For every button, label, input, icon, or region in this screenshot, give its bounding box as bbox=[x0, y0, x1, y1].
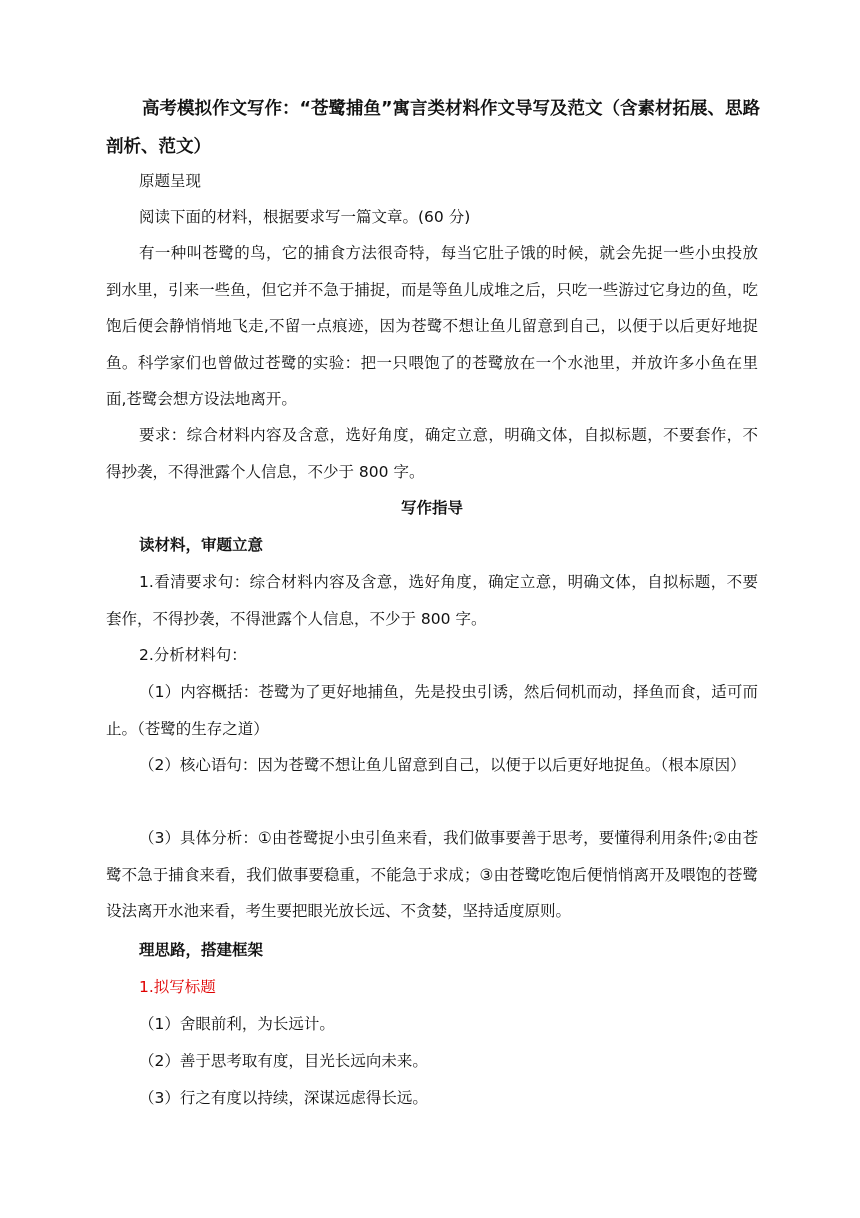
section-heading-framework: 理思路，搭建框架 bbox=[139, 941, 264, 959]
subheading-draft-title: 1.拟写标题 bbox=[139, 978, 216, 996]
sub-point-analysis: （3）具体分析：①由苍鹭捉小虫引鱼来看，我们做事要善于思考，要懂得利用条件;②由苍鹭不急于捕食来看，我们做事要稳重，不能急于求成；③由苍鹭吃饱后便悄悄离开及喂饱的苍鹭设法离开水池来看，考生要把眼光放长远、不贪婪，坚持适度原则。 bbox=[106, 829, 758, 920]
document-title: 高考模拟作文写作：“苍鹭捕鱼”寓言类材料作文导写及范文（含素材拓展、思路剖析、范文） bbox=[106, 99, 761, 157]
section-heading-read-material: 读材料，审题立意 bbox=[139, 536, 264, 554]
title-option: （3）行之有度以持续，深谋远虑得长远。 bbox=[139, 1089, 428, 1107]
original-heading: 原题呈现 bbox=[139, 172, 202, 190]
title-option: （2）善于思考取有度，目光长远向未来。 bbox=[139, 1052, 428, 1070]
sub-point-summary: （1）内容概括：苍鹭为了更好地捕鱼，先是投虫引诱，然后伺机而动，择鱼而食，适可而止。（苍鹭的生存之道） bbox=[106, 683, 758, 738]
instruction-text: 阅读下面的材料，根据要求写一篇文章。(60 分) bbox=[139, 208, 471, 226]
sub-point-core-sentence: （2）核心语句：因为苍鹭不想让鱼儿留意到自己，以便于以后更好地捉鱼。（根本原因） bbox=[139, 756, 746, 774]
requirement-paragraph: 要求：综合材料内容及含意，选好角度，确定立意，明确文体，自拟标题，不要套作，不得抄袭，不得泄露个人信息，不少于 800 字。 bbox=[106, 426, 758, 481]
point-requirement-sentence: 1.看清要求句：综合材料内容及含意，选好角度，确定立意，明确文体，自拟标题，不要套作，不得抄袭，不得泄露个人信息，不少于 800 字。 bbox=[106, 573, 758, 628]
material-paragraph: 有一种叫苍鹭的鸟，它的捕食方法很奇特，每当它肚子饿的时候，就会先捉一些小虫投放到水里，引来一些鱼，但它并不急于捕捉，而是等鱼儿成堆之后，只吃一些游过它身边的鱼，吃饱后便会静悄悄地飞走,不留一点痕迹，因为苍鹭不想让鱼儿留意到自己，以便于以后更好地捉鱼。科学家们也曾做过苍鹭的实验：把一只喂饱了的苍鹭放在一个水池里，并放许多小鱼在里面,苍鹭会想方设法地离开。 bbox=[106, 244, 758, 408]
title-option: （1）舍眼前利，为长远计。 bbox=[139, 1015, 335, 1033]
point-analyze-material: 2.分析材料句： bbox=[139, 646, 247, 664]
guide-heading: 写作指导 bbox=[400, 499, 463, 517]
